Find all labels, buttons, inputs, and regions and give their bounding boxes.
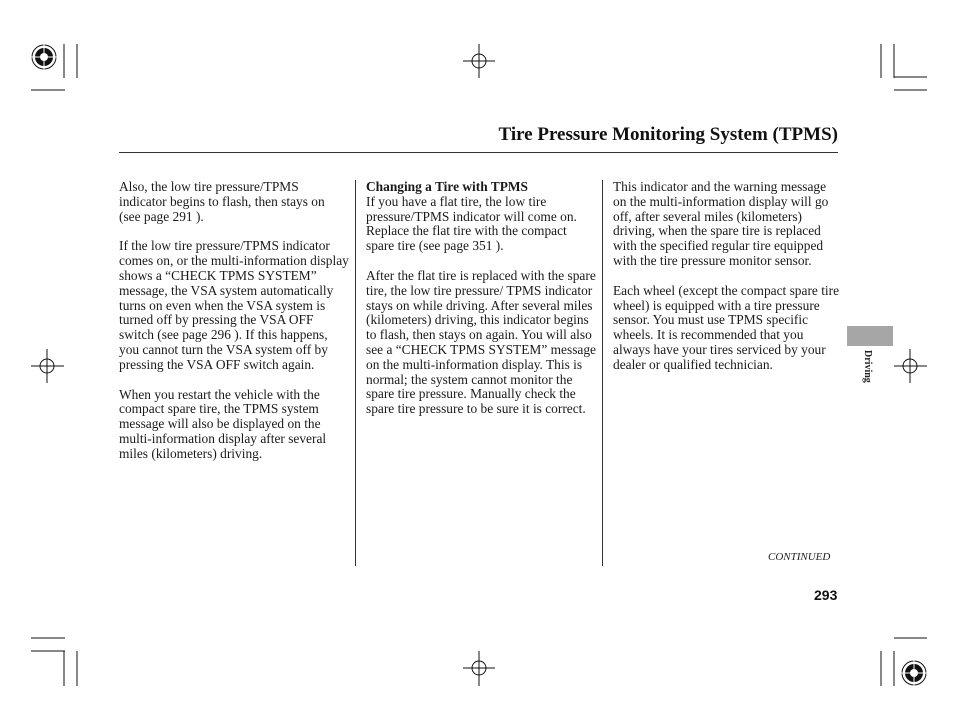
section-heading: Changing a Tire with TPMS [366,179,528,194]
column-2 [366,180,596,432]
section [366,180,596,254]
column-1 [119,180,349,477]
column-divider [355,180,356,566]
column-divider [602,180,603,566]
page-title: Tire Pressure Monitoring System (TPMS) [498,124,838,145]
registration-target-bottom-right [900,659,928,687]
registration-target-top-left [30,43,58,71]
paragraph: Also, the low tire pressure/TPMS indicator begins to flash, then stays on (see page 291 ). [119,179,325,224]
continued-label: CONTINUED [768,551,831,563]
paragraph: This indicator and the warning message on the multi-information display will go off, after several miles (kilometers) driving, when the spare tire is replaced with the specified regular tire equipped with the tire pressure monitor sensor. [613,179,829,268]
page-number: 293 [814,587,838,603]
paragraph: When you restart the vehicle with the compact spare tire, the TPMS system message will also be displayed on the multi-information display after several miles (kilometers) driving. [119,386,327,461]
paragraph: If the low tire pressure/TPMS indicator comes on, or the multi-information display shows a “CHECK TPMS SYSTEM” message, the VSA system automatically turns on even when the VSA system is turned off by pressing the VSA OFF switch (see page 296 ). If this happens, you cannot turn the VSA system off by pressing the VSA OFF switch again. [119,238,349,372]
paragraph: Each wheel (except the compact spare tire wheel) is equipped with a tire pressure sensor. You must use TPMS specific wheels. It is recommended that you always have your tires serviced by your dealer or qualified technician. [613,282,840,372]
column-3 [613,180,841,388]
paragraph: If you have a flat tire, the low tire pressure/TPMS indicator will come on. Replace the flat tire with the compact spare tire (see page 351 ). [366,193,577,254]
title-rule [119,152,838,153]
paragraph: After the flat tire is replaced with the spare tire, the low tire pressure/ TPMS indicator stays on while driving. After several miles (kilometers) driving, this indicator begins to flash, then stays on again. You will also see a “CHECK TPMS SYSTEM” message on the multi-information display. This is normal; the system cannot monitor the spare tire pressure. Manually check the spare tire pressure to be sure it is correct. [366,267,596,417]
section-tab [847,326,893,346]
section-tab-label: Driving [862,350,873,383]
